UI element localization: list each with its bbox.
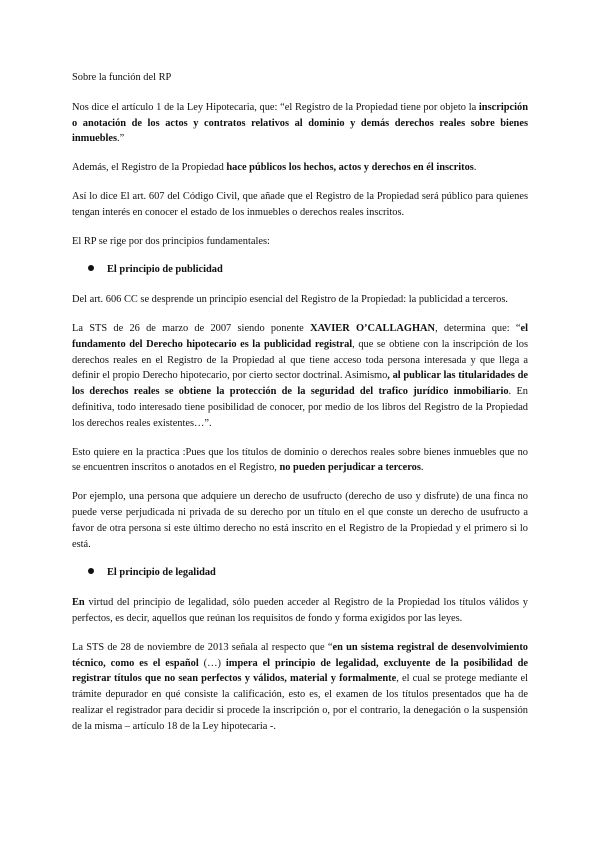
bullet-dot-icon (88, 568, 94, 574)
p6-text-e: , que se obtiene con la inscripción de los derechos reales en el Registro de la Propiedad al que tiene acceso toda persona interesada y que llega a definir el propio Derecho hipotecario, por cierto sector doctrinal. Asimismo (72, 338, 528, 382)
p6-text-g: . En definitiva, todo interesado tiene posibilidad de conocer, por medio de los libros del Registro de la Propiedad los derechos reales existentes…”. (72, 386, 528, 429)
bullet-publicidad (88, 262, 528, 278)
paragraph-9 (72, 595, 528, 627)
p2-bold: hace públicos los hechos, actos y derechos en él inscritos (226, 162, 474, 174)
bullet-dot-icon (88, 265, 94, 271)
p10-bold-sistema: en un sistema registral de desenvolvimiento técnico, como es el español (72, 641, 528, 669)
bullet-publicidad-label: El principio de publicidad (107, 264, 223, 276)
paragraph-5: Del art. 606 CC se desprende un principio esencial del Registro de la Propiedad: la publicidad a terceros. (72, 294, 508, 306)
paragraph-10 (72, 640, 528, 735)
p10-text-e: , el cual se protege mediante el trámite depurador en qué consiste la calificación, esto es, el examen de los títulos presentados que ha de realizar el registrador para decidir si procede la inscripción o, por el contrario, la denegación o la suspensión de la misma – artículo 18 de la Ley hipotecaria -. (72, 673, 529, 732)
bullet-legalidad (88, 565, 528, 581)
paragraph-8: Por ejemplo, una persona que adquiere un derecho de usufructo (derecho de uso y disfrute) de una finca no puede verse perjudicada ni privada de su derecho por un título en el que conste un derecho de usufructo a favor de otra persona si este último derecho no está inscrito en el Registro de la Propiedad y el primero si lo está. (72, 491, 528, 550)
paragraph-4: El RP se rige por dos principios fundamentales: (72, 235, 270, 247)
p9-bold: En (72, 597, 85, 609)
paragraph-2 (72, 160, 528, 176)
p2-text-a: Además, el Registro de la Propiedad (72, 162, 227, 174)
p6-text-c: , determina que: “ (435, 322, 521, 334)
p9-text-b: virtud del principio de legalidad, sólo pueden acceder al Registro de la Propiedad los títulos válidos y perfectos, es decir, aquellos que reúnan los requisitos de fondo y forma exigidos por las leyes. (72, 597, 528, 624)
p10-bold-impera: impera el principio de legalidad, excluyente de la posibilidad de registrar títulos que no sean perfectos y válidos, material y formalmente (72, 657, 528, 685)
p10-text-a: La STS de 28 de noviembre de 2013 señala al respecto que “ (72, 641, 333, 653)
doc-title: Sobre la función del RP (72, 72, 172, 83)
p7-bold: no pueden perjudicar a terceros (279, 462, 421, 474)
p6-text-a: La STS de 26 de marzo de 2007 siendo ponente (72, 322, 311, 334)
p1-bold: inscripción o anotación de los actos y contratos relativos al dominio y demás derechos reales sobre bienes inmuebles (72, 101, 528, 145)
paragraph-1 (72, 100, 528, 147)
p7-text-a: Esto quiere en la practica :Pues que los títulos de dominio o derechos reales sobre bienes inmuebles que no se encuentren inscritos o anotados en el Registro, (72, 446, 528, 474)
p2-text-c: . (473, 162, 477, 174)
p1-text-a: Nos dice el artículo 1 de la Ley Hipotecaria, que: “el Registro de la Propiedad tiene por objeto la (72, 101, 479, 113)
p6-bold-fundamento: el fundamento del Derecho hipotecario es la publicidad registral (72, 322, 528, 350)
p6-bold-titularidades: , al publicar las titularidades de los derechos reales se obtiene la protección de la seguridad del trafico jurídico inmobiliario (72, 370, 528, 398)
p1-text-c: .” (117, 133, 125, 145)
paragraph-3: Así lo dice El art. 607 del Código Civil, que añade que el Registro de la Propiedad será público para quienes tengan interés en conocer el estado de los inmuebles o derechos reales inscritos. (72, 190, 528, 218)
bullet-legalidad-label: El principio de legalidad (107, 567, 216, 579)
paragraph-6 (72, 321, 528, 432)
p10-text-c: (…) (198, 657, 226, 669)
p7-text-c: . (420, 462, 424, 474)
paragraph-7 (72, 445, 528, 477)
p6-bold-name: XAVIER O’CALLAGHAN (310, 322, 436, 334)
